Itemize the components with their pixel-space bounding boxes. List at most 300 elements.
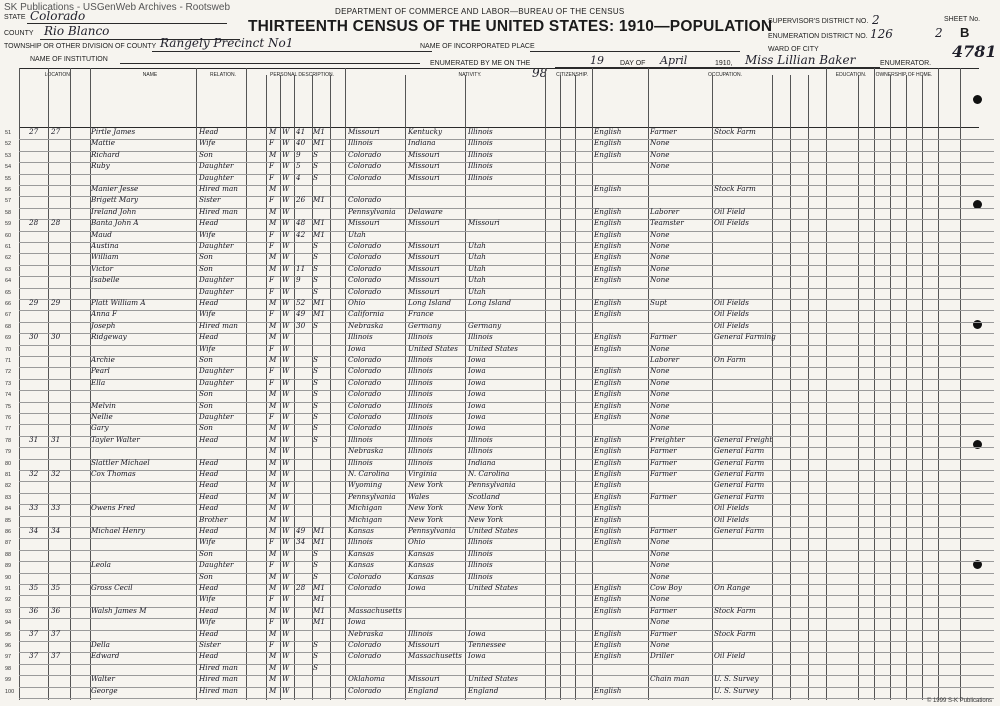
cell-father: Illinois — [408, 434, 433, 444]
cell-ms: S — [313, 161, 318, 171]
row-number: 78 — [5, 437, 12, 444]
cell-dw: 28 — [29, 218, 39, 228]
cell-rel: Wife — [199, 617, 216, 627]
cell-sex: M — [269, 583, 277, 592]
cell-birth: N. Carolina — [348, 469, 390, 478]
cell-birth: Ohio — [348, 298, 366, 307]
cell-sex: M — [269, 252, 277, 262]
cell-mother: Illinois — [468, 434, 493, 444]
row-number: 65 — [5, 289, 12, 296]
cell-birth: Colorado — [348, 640, 382, 649]
column-education: EDUCATION. — [835, 72, 867, 78]
department-heading: DEPARTMENT OF COMMERCE AND LABOR—BUREAU OF THE CENSUS — [335, 7, 625, 16]
cell-race: W — [282, 583, 290, 592]
row-number: 80 — [5, 460, 12, 467]
row-number: 70 — [5, 346, 12, 353]
cell-race: W — [282, 138, 290, 148]
sheet-label: SHEET No. — [944, 16, 981, 23]
cell-occ: None — [650, 594, 670, 604]
cell-ind: General Farming — [714, 332, 776, 342]
cell-mother: United States — [468, 526, 518, 535]
cell-mother: Illinois — [468, 127, 493, 136]
cell-rel: Son — [199, 149, 213, 159]
cell-race: W — [282, 229, 290, 239]
cell-sex: F — [269, 343, 274, 353]
row-number: 91 — [5, 586, 12, 592]
cell-ms: S — [313, 241, 318, 250]
cell-lang: English — [594, 184, 622, 193]
cell-sex: M — [269, 332, 277, 342]
cell-fam: 31 — [51, 434, 61, 444]
cell-father: Missouri — [408, 263, 440, 273]
cell-rel: Hired man — [199, 674, 238, 684]
cell-ind: Oil Fields — [714, 309, 749, 319]
cell-dw: 35 — [29, 583, 39, 592]
cell-sex: M — [269, 685, 277, 695]
cell-sex: F — [269, 617, 274, 627]
cell-birth: Colorado — [348, 286, 382, 296]
cell-ind: General Farm — [714, 491, 765, 501]
row-number: 84 — [5, 506, 12, 513]
cell-name: Gary — [91, 423, 109, 433]
cell-birth: Colorado — [348, 263, 382, 273]
cell-sex: F — [269, 241, 274, 250]
cell-race: W — [282, 206, 290, 216]
cell-lang: English — [594, 446, 622, 456]
cell-sex: M — [269, 263, 277, 273]
cell-race: W — [282, 149, 290, 159]
cell-ind: General Farm — [714, 446, 765, 456]
cell-ind: On Farm — [714, 355, 746, 364]
cell-rel: Head — [199, 503, 219, 513]
cell-ms: S — [313, 286, 318, 296]
cell-ms: M1 — [313, 605, 325, 615]
cell-mother: Iowa — [468, 400, 486, 410]
cell-ind: Stock Farm — [714, 184, 756, 193]
cell-sex: F — [269, 560, 274, 570]
cell-name: Tayler Walter — [91, 434, 140, 444]
cell-fam: 37 — [51, 651, 61, 661]
cell-race: W — [282, 514, 290, 524]
cell-name: Victor — [91, 263, 114, 273]
cell-father: New York — [408, 514, 444, 524]
cell-occ: None — [650, 389, 670, 399]
cell-father: Illinois — [408, 628, 433, 638]
cell-mother: Utah — [468, 275, 486, 285]
cell-birth: Kansas — [348, 560, 374, 570]
row-number: 61 — [5, 244, 12, 250]
cell-race: W — [282, 343, 290, 353]
cell-birth: Illinois — [348, 457, 373, 467]
cell-race: W — [282, 651, 290, 661]
ward-label: WARD OF CITY — [768, 46, 819, 53]
cell-sex: M — [269, 400, 277, 410]
cell-age: 9 — [296, 275, 301, 285]
cell-lang: English — [594, 252, 622, 262]
cell-dw: 31 — [29, 434, 39, 444]
cell-fam: 35 — [51, 583, 61, 592]
cell-name: Archie — [91, 355, 115, 364]
cell-race: W — [282, 685, 290, 695]
cell-rel: Head — [199, 218, 219, 228]
cell-occ: Laborer — [650, 206, 680, 216]
cell-lang: English — [594, 263, 622, 273]
cell-sex: M — [269, 149, 277, 159]
cell-father: Missouri — [408, 674, 440, 684]
cell-race: W — [282, 628, 290, 638]
cell-mother: Missouri — [468, 218, 500, 228]
row-number: 57 — [5, 198, 12, 205]
cell-sex: M — [269, 457, 277, 467]
cell-name: Nellie — [91, 412, 113, 421]
enumeration-month: April — [660, 54, 688, 67]
cell-sex: F — [269, 537, 274, 547]
cell-ind: On Range — [714, 583, 751, 592]
cell-father: Illinois — [408, 355, 433, 364]
cell-lang: English — [594, 138, 622, 148]
cell-father: Germany — [408, 320, 442, 330]
cell-occ: None — [650, 161, 670, 171]
cell-father: Missouri — [408, 275, 440, 285]
cell-father: Massachusetts — [408, 651, 462, 661]
row-number: 93 — [5, 608, 12, 615]
cell-age: 11 — [296, 263, 306, 273]
cell-sex: F — [269, 275, 274, 285]
cell-lang: English — [594, 389, 622, 399]
cell-sex: F — [269, 594, 274, 604]
cell-name: Platt William A — [91, 298, 146, 307]
row-number: 92 — [5, 597, 12, 604]
row-number: 90 — [5, 574, 12, 581]
row-number: 95 — [5, 631, 12, 638]
cell-lang: English — [594, 583, 622, 592]
cell-occ: None — [650, 571, 670, 581]
cell-father: Missouri — [408, 172, 440, 182]
cell-age: 48 — [296, 218, 306, 228]
cell-occ: None — [650, 343, 670, 353]
cell-race: W — [282, 400, 290, 410]
cell-name: Joseph — [91, 320, 116, 330]
cell-ms: M1 — [313, 229, 325, 239]
cell-name: Richard — [91, 149, 120, 159]
enumerated-label: ENUMERATED BY ME ON THE — [430, 60, 531, 67]
cell-name: Ruby — [91, 161, 110, 171]
watermark-text: SK Publications - USGenWeb Archives - Rootsweb — [4, 2, 231, 13]
cell-sex: F — [269, 377, 274, 387]
cell-mother: Illinois — [468, 332, 493, 342]
cell-sex: M — [269, 662, 277, 672]
cell-race: W — [282, 457, 290, 467]
cell-age: 4 — [296, 172, 301, 182]
cell-father: Illinois — [408, 423, 433, 433]
cell-race: W — [282, 503, 290, 513]
cell-mother: Illinois — [468, 172, 493, 182]
cell-birth: Illinois — [348, 138, 373, 148]
cell-mother: New York — [468, 514, 504, 524]
cell-race: W — [282, 662, 290, 672]
cell-ind: General Farm — [714, 480, 765, 490]
row-number: 86 — [5, 529, 12, 535]
cell-birth: Iowa — [348, 343, 366, 353]
cell-sex: M — [269, 389, 277, 399]
cell-sex: F — [269, 161, 274, 171]
row-number: 62 — [5, 255, 12, 262]
row-number: 81 — [5, 472, 12, 478]
row-number: 67 — [5, 312, 12, 319]
cell-name: Maud — [91, 229, 112, 239]
cell-race: W — [282, 605, 290, 615]
cell-race: W — [282, 594, 290, 604]
cell-occ: Farmer — [650, 526, 677, 535]
cell-mother: Iowa — [468, 389, 486, 399]
row-number: 73 — [5, 380, 12, 387]
cell-father: Iowa — [408, 583, 426, 592]
township-value: Rangely Precinct No1 — [160, 36, 294, 50]
cell-occ: Farmer — [650, 628, 677, 638]
enumerator-label: ENUMERATOR. — [880, 60, 932, 67]
cell-mother: Iowa — [468, 355, 486, 364]
cell-ind: General Farm — [714, 469, 765, 478]
cell-rel: Head — [199, 298, 219, 307]
cell-birth: Colorado — [348, 412, 382, 421]
cell-race: W — [282, 218, 290, 228]
cell-dw: 37 — [29, 651, 39, 661]
cell-mother: New York — [468, 503, 504, 513]
row-number: 54 — [5, 164, 12, 171]
cell-father: New York — [408, 480, 444, 490]
cell-race: W — [282, 640, 290, 649]
cell-lang: English — [594, 651, 622, 661]
cell-occ: Farmer — [650, 457, 677, 467]
row-number: 74 — [5, 392, 12, 399]
cell-ms: M1 — [313, 583, 325, 592]
cell-race: W — [282, 412, 290, 421]
cell-dw: 36 — [29, 605, 39, 615]
cell-mother: Iowa — [468, 423, 486, 433]
cell-birth: Iowa — [348, 617, 366, 627]
cell-rel: Daughter — [199, 286, 234, 296]
sheet-letter: B — [960, 25, 970, 40]
cell-occ: None — [650, 412, 670, 421]
cell-sex: M — [269, 571, 277, 581]
cell-father: France — [408, 309, 434, 319]
cell-name: Anna F — [91, 309, 118, 319]
cell-father: Illinois — [408, 332, 433, 342]
cell-ms: S — [313, 263, 318, 273]
cell-name: Ella — [91, 377, 106, 387]
cell-mother: Utah — [468, 263, 486, 273]
cell-mother: Illinois — [468, 138, 493, 148]
cell-occ: None — [650, 241, 670, 250]
cell-lang: English — [594, 377, 622, 387]
page-title: THIRTEENTH CENSUS OF THE UNITED STATES: 1910—POPULATION — [248, 18, 773, 35]
cell-age: 40 — [296, 138, 306, 148]
cell-mother: Iowa — [468, 651, 486, 661]
cell-sex: M — [269, 514, 277, 524]
cell-rel: Wife — [199, 229, 216, 239]
cell-rel: Head — [199, 457, 219, 467]
cell-mother: Pennsylvania — [468, 480, 516, 490]
cell-occ: None — [650, 252, 670, 262]
cell-fam: 37 — [51, 628, 61, 638]
cell-occ: Farmer — [650, 491, 677, 501]
cell-ms: M1 — [313, 537, 325, 547]
cell-sex: F — [269, 172, 274, 182]
cell-occ: None — [650, 377, 670, 387]
cell-dw: 34 — [29, 526, 39, 535]
enumerator-name: Miss Lillian Baker — [745, 53, 856, 67]
cell-occ: Farmer — [650, 469, 677, 478]
cell-ms: S — [313, 275, 318, 285]
cell-rel: Daughter — [199, 412, 234, 421]
cell-lang: English — [594, 526, 622, 535]
county-label: COUNTY — [4, 30, 34, 37]
incorporated-label: NAME OF INCORPORATED PLACE — [420, 43, 535, 50]
cell-occ: Cow Boy — [650, 583, 682, 592]
cell-lang: English — [594, 594, 622, 604]
cell-birth: Colorado — [348, 685, 382, 695]
cell-rel: Wife — [199, 343, 216, 353]
cell-occ: Driller — [650, 651, 674, 661]
cell-fam: 32 — [51, 469, 61, 478]
corner-stamp: 4781 — [952, 42, 997, 61]
cell-mother: Utah — [468, 252, 486, 262]
cell-name: William — [91, 252, 119, 262]
cell-age: 49 — [296, 309, 306, 319]
sheet-number: 2 — [935, 26, 943, 40]
cell-ms: S — [313, 548, 318, 558]
column-relation: RELATION. — [209, 72, 237, 78]
cell-rel: Wife — [199, 309, 216, 319]
cell-father: England — [408, 685, 439, 695]
county-value: Rio Blanco — [44, 24, 110, 38]
cell-lang: English — [594, 366, 622, 376]
cell-race: W — [282, 537, 290, 547]
cell-age: 26 — [296, 195, 306, 205]
cell-birth: Illinois — [348, 434, 373, 444]
cell-race: W — [282, 377, 290, 387]
cell-ms: S — [313, 366, 318, 376]
cell-father: Illinois — [408, 389, 433, 399]
cell-lang: English — [594, 537, 622, 547]
row-number: 63 — [5, 266, 12, 273]
cell-ms: S — [313, 320, 318, 330]
cell-father: Missouri — [408, 286, 440, 296]
cell-sex: F — [269, 286, 274, 296]
cell-birth: Michigan — [348, 514, 383, 524]
page-stamp: 98 — [532, 66, 548, 80]
cell-race: W — [282, 674, 290, 684]
cell-name: Walsh James M — [91, 605, 147, 615]
cell-occ: Freighter — [650, 434, 685, 444]
supervisor-value: 2 — [872, 13, 880, 27]
row-number: 59 — [5, 221, 12, 228]
cell-name: Pearl — [91, 366, 110, 376]
enumeration-day: 19 — [590, 54, 604, 67]
cell-father: Missouri — [408, 218, 440, 228]
cell-name: Della — [91, 640, 110, 649]
cell-name: Mattie — [91, 138, 115, 148]
cell-race: W — [282, 172, 290, 182]
row-number: 79 — [5, 449, 12, 456]
cell-name: Ireland John — [91, 206, 137, 216]
cell-name: Cox Thomas — [91, 469, 136, 478]
cell-ms: M1 — [313, 309, 325, 319]
cell-ms: S — [313, 651, 318, 661]
cell-sex: M — [269, 605, 277, 615]
cell-birth: Missouri — [348, 218, 380, 228]
census-table — [5, 127, 994, 700]
cell-race: W — [282, 263, 290, 273]
cell-occ: Farmer — [650, 127, 677, 136]
cell-ms: M1 — [313, 195, 325, 205]
cell-sex: M — [269, 206, 277, 216]
cell-rel: Hired man — [199, 184, 238, 193]
cell-age: 30 — [296, 320, 306, 330]
cell-sex: M — [269, 320, 277, 330]
cell-lang: English — [594, 309, 622, 319]
cell-race: W — [282, 571, 290, 581]
cell-sex: F — [269, 195, 274, 205]
cell-birth: Colorado — [348, 571, 382, 581]
institution-label: NAME OF INSTITUTION — [30, 56, 108, 63]
cell-father: Illinois — [408, 457, 433, 467]
cell-fam: 27 — [51, 127, 61, 136]
cell-rel: Wife — [199, 138, 216, 148]
cell-ind: General Farm — [714, 526, 765, 535]
cell-occ: Farmer — [650, 446, 677, 456]
cell-race: W — [282, 548, 290, 558]
cell-father: New York — [408, 503, 444, 513]
cell-lang: English — [594, 605, 622, 615]
cell-father: Delaware — [408, 206, 443, 216]
cell-ms: S — [313, 400, 318, 410]
cell-sex: M — [269, 355, 277, 364]
cell-birth: Colorado — [348, 161, 382, 171]
cell-father: Virginia — [408, 469, 437, 478]
cell-rel: Hired man — [199, 320, 238, 330]
row-number: 66 — [5, 301, 12, 307]
cell-dw: 29 — [29, 298, 39, 307]
cell-birth: Pennsylvania — [348, 206, 396, 216]
row-number: 98 — [5, 665, 12, 672]
cell-occ: Teamster — [650, 218, 684, 228]
cell-occ: Laborer — [650, 355, 680, 364]
cell-rel: Head — [199, 332, 219, 342]
cell-birth: Pennsylvania — [348, 491, 396, 501]
cell-race: W — [282, 275, 290, 285]
cell-lang: English — [594, 412, 622, 421]
cell-rel: Hired man — [199, 662, 238, 672]
cell-sex: M — [269, 503, 277, 513]
cell-race: W — [282, 526, 290, 535]
column-nativity: NATIVITY. — [458, 72, 482, 78]
cell-rel: Daughter — [199, 241, 234, 250]
cell-ms: S — [313, 640, 318, 649]
row-number: 60 — [5, 232, 12, 239]
cell-birth: Colorado — [348, 389, 382, 399]
cell-father: Kansas — [408, 548, 434, 558]
cell-rel: Daughter — [199, 275, 234, 285]
cell-occ: Farmer — [650, 605, 677, 615]
cell-age: 5 — [296, 161, 301, 171]
cell-rel: Brother — [199, 514, 228, 524]
cell-birth: Colorado — [348, 252, 382, 262]
cell-sex: F — [269, 138, 274, 148]
row-number: 94 — [5, 620, 12, 627]
row-number: 97 — [5, 654, 12, 661]
cell-name: Isabelle — [91, 275, 120, 285]
